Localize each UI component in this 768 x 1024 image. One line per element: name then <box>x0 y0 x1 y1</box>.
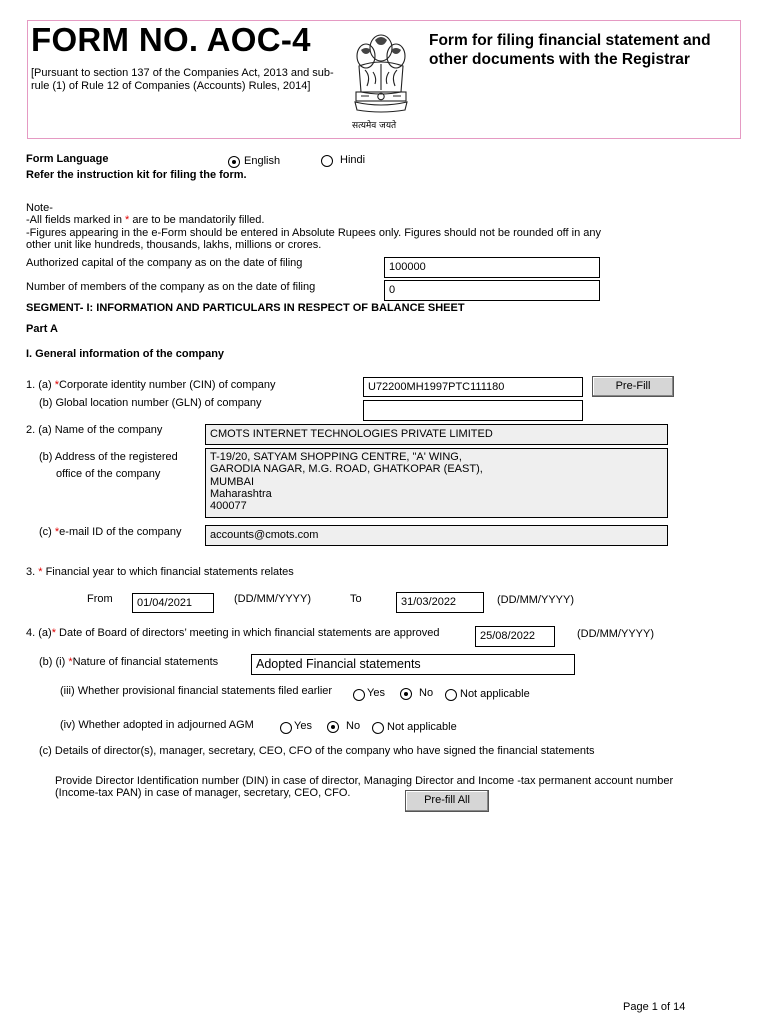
from-date-field[interactable]: 01/04/2021 <box>132 593 214 613</box>
nature-label: (b) (i) *Nature of financial statements <box>39 656 219 668</box>
to-date-format: (DD/MM/YYYY) <box>497 594 574 606</box>
english-radio[interactable] <box>228 156 240 168</box>
address-label-2: office of the company <box>56 468 161 480</box>
hindi-radio[interactable] <box>321 155 333 167</box>
form-number: FORM NO. AOC-4 <box>31 21 311 58</box>
from-label: From <box>87 593 113 605</box>
provisional-na-radio[interactable] <box>445 689 457 701</box>
note-line-1: -All fields marked in * are to be mandatorily filled. <box>26 214 265 226</box>
din-instruction-line-1: Provide Director Identification number (DIN) in case of director, Managing Director and Income -tax permanent account number <box>55 775 674 787</box>
provisional-no-radio[interactable] <box>400 688 412 700</box>
company-name-label: 2. (a) Name of the company <box>26 424 163 436</box>
gln-field[interactable] <box>363 400 583 421</box>
address-label-1: (b) Address of the registered <box>39 451 178 463</box>
cin-label: 1. (a) *Corporate identity number (CIN) of company <box>26 379 276 391</box>
agm-no-label: No <box>346 720 361 732</box>
instruction-kit-text: Refer the instruction kit for filing the form. <box>26 169 247 181</box>
nature-select[interactable]: Adopted Financial statements <box>251 654 575 675</box>
note-line-3: other unit like hundreds, thousands, lakhs, millions or crores. <box>26 239 322 251</box>
pursuant-text: [Pursuant to section 137 of the Companies Act, 2013 and sub-rule (1) of Rule 12 of Companies (Accounts) Rules, 2014] <box>31 67 334 92</box>
note-line-2: -Figures appearing in the e-Form should be entered in Absolute Rupees only. Figures should not be rounded off in any <box>26 227 602 239</box>
authorized-capital-field[interactable]: 100000 <box>384 257 600 278</box>
gln-label: (b) Global location number (GLN) of company <box>39 397 262 409</box>
general-info-heading: I. General information of the company <box>26 348 225 360</box>
segment-title: SEGMENT- I: INFORMATION AND PARTICULARS IN RESPECT OF BALANCE SHEET <box>26 302 465 314</box>
provisional-yes-label: Yes <box>367 687 385 699</box>
address-field[interactable]: T-19/20, SATYAM SHOPPING CENTRE, "A' WING, GARODIA NAGAR, M.G. ROAD, GHATKOPAR (EAST), MUMBAI Maharashtra 400077 <box>205 448 668 518</box>
prefill-button[interactable]: Pre-Fill <box>592 376 674 397</box>
agm-yes-radio[interactable] <box>280 722 292 734</box>
adjourned-agm-label: (iv) Whether adopted in adjourned AGM <box>60 719 254 731</box>
email-field[interactable]: accounts@cmots.com <box>205 525 668 546</box>
agm-yes-label: Yes <box>294 720 312 732</box>
to-date-field[interactable]: 31/03/2022 <box>396 592 484 613</box>
board-meeting-label: 4. (a)* Date of Board of directors’ meeting in which financial statements are approved <box>26 627 440 639</box>
provisional-no-label: No <box>419 687 434 699</box>
to-label: To <box>350 593 362 605</box>
form-language-label: Form Language <box>26 153 109 165</box>
cin-field[interactable]: U72200MH1997PTC111180 <box>363 377 583 397</box>
company-name-field[interactable]: CMOTS INTERNET TECHNOLOGIES PRIVATE LIMITED <box>205 424 668 445</box>
english-label: English <box>244 155 281 167</box>
emblem-motto: सत्यमेव जयते <box>352 121 397 131</box>
members-label: Number of members of the company as on the date of filing <box>26 281 316 293</box>
from-date-format: (DD/MM/YYYY) <box>234 593 311 605</box>
agm-na-label: Not applicable <box>387 721 457 733</box>
page-number: Page 1 of 14 <box>623 1001 686 1013</box>
board-meeting-date-format: (DD/MM/YYYY) <box>577 628 654 640</box>
board-meeting-date-field[interactable]: 25/08/2022 <box>475 626 555 647</box>
form-title: Form for filing financial statement and other documents with the Registrar <box>429 32 711 68</box>
prefill-all-button[interactable]: Pre-fill All <box>405 790 489 812</box>
provisional-na-label: Not applicable <box>460 688 530 700</box>
part-a-heading: Part A <box>26 323 58 335</box>
agm-no-radio[interactable] <box>327 721 339 733</box>
financial-year-label: 3. * Financial year to which financial statements relates <box>26 566 294 578</box>
note-heading: Note- <box>26 202 53 214</box>
hindi-label: Hindi <box>340 154 366 166</box>
provisional-label: (iii) Whether provisional financial statements filed earlier <box>60 685 333 697</box>
signatories-label: (c) Details of director(s), manager, secretary, CEO, CFO of the company who have signed the financial statements <box>39 745 595 757</box>
authorized-capital-label: Authorized capital of the company as on the date of filing <box>26 257 303 269</box>
agm-na-radio[interactable] <box>372 722 384 734</box>
members-field[interactable]: 0 <box>384 280 600 301</box>
din-instruction-line-2: (Income-tax PAN) in case of manager, secretary, CEO, CFO. <box>55 787 351 799</box>
email-label: (c) *e-mail ID of the company <box>39 526 182 538</box>
provisional-yes-radio[interactable] <box>353 689 365 701</box>
